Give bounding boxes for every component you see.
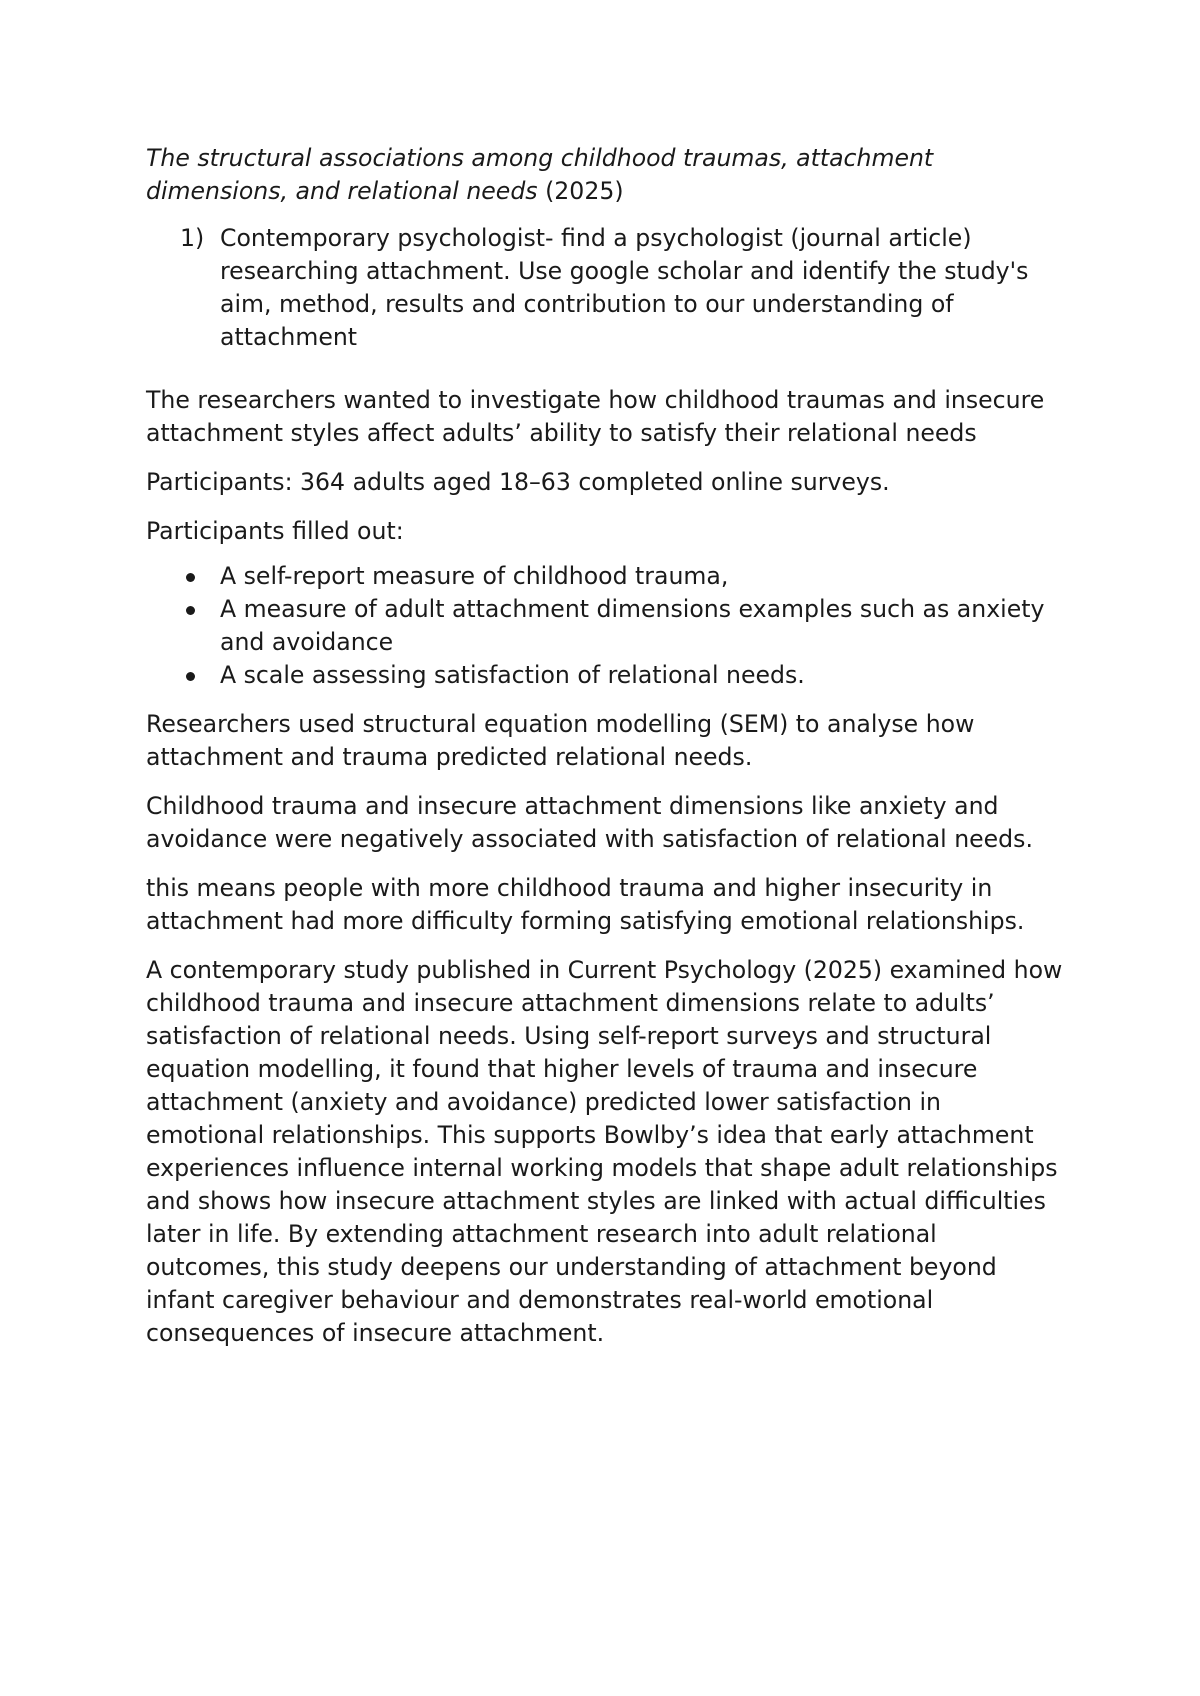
study-year: (2025) xyxy=(545,177,624,205)
task-list xyxy=(146,222,1066,354)
document-page xyxy=(146,142,1066,1366)
summary-paragraph: A contemporary study published in Current Psychology (2025) examined how childhood trauma and insecure attachment dimensions relate to adults’ satisfaction of relational needs. Using self-report surveys and structural equation modelling, it found that higher levels of trauma and insecure attachment (anxiety and avoidance) predicted lower satisfaction in emotional relationships. This supports Bowlby’s idea that early attachment experiences influence internal working models that shape adult relationships and shows how insecure attachment styles are linked with actual difficulties later in life. By extending attachment research into adult relational outcomes, this study deepens our understanding of attachment beyond infant caregiver behaviour and demonstrates real-world emotional consequences of insecure attachment. xyxy=(146,956,1063,1347)
measures-list xyxy=(146,560,1066,692)
task-number: 1) xyxy=(180,224,205,252)
list-item xyxy=(220,560,1066,593)
list-item-text: A scale assessing satisfaction of relational needs. xyxy=(220,661,805,689)
aim-paragraph: The researchers wanted to investigate how childhood traumas and insecure attachment styles affect adults’ ability to satisfy their relational needs xyxy=(146,386,1045,447)
method-paragraph: Researchers used structural equation modelling (SEM) to analyse how attachment and trauma predicted relational needs. xyxy=(146,710,975,771)
measures-intro: Participants filled out: xyxy=(146,517,404,545)
spacer xyxy=(146,370,1066,384)
bullet-icon xyxy=(186,672,195,681)
participants-paragraph: Participants: 364 adults aged 18–63 completed online surveys. xyxy=(146,468,890,496)
study-title xyxy=(146,142,1066,208)
task-text: Contemporary psychologist- find a psychologist (journal article) researching attachment. Use google scholar and identify the study's aim, method, results and contribution to our understanding of attachment xyxy=(220,224,1029,351)
interpretation-paragraph: this means people with more childhood trauma and higher insecurity in attachment had more difficulty forming satisfying emotional relationships. xyxy=(146,874,1025,935)
results-paragraph: Childhood trauma and insecure attachment dimensions like anxiety and avoidance were negatively associated with satisfaction of relational needs. xyxy=(146,792,1033,853)
list-item xyxy=(220,659,1066,692)
list-item-text: A measure of adult attachment dimensions examples such as anxiety and avoidance xyxy=(220,595,1045,656)
study-title-italic: The structural associations among childhood traumas, attachment dimensions, and relational needs xyxy=(146,144,934,205)
list-item xyxy=(220,593,1066,659)
list-item-text: A self-report measure of childhood trauma, xyxy=(220,562,729,590)
task-item xyxy=(180,222,1066,354)
bullet-icon xyxy=(186,573,195,582)
bullet-icon xyxy=(186,606,195,615)
